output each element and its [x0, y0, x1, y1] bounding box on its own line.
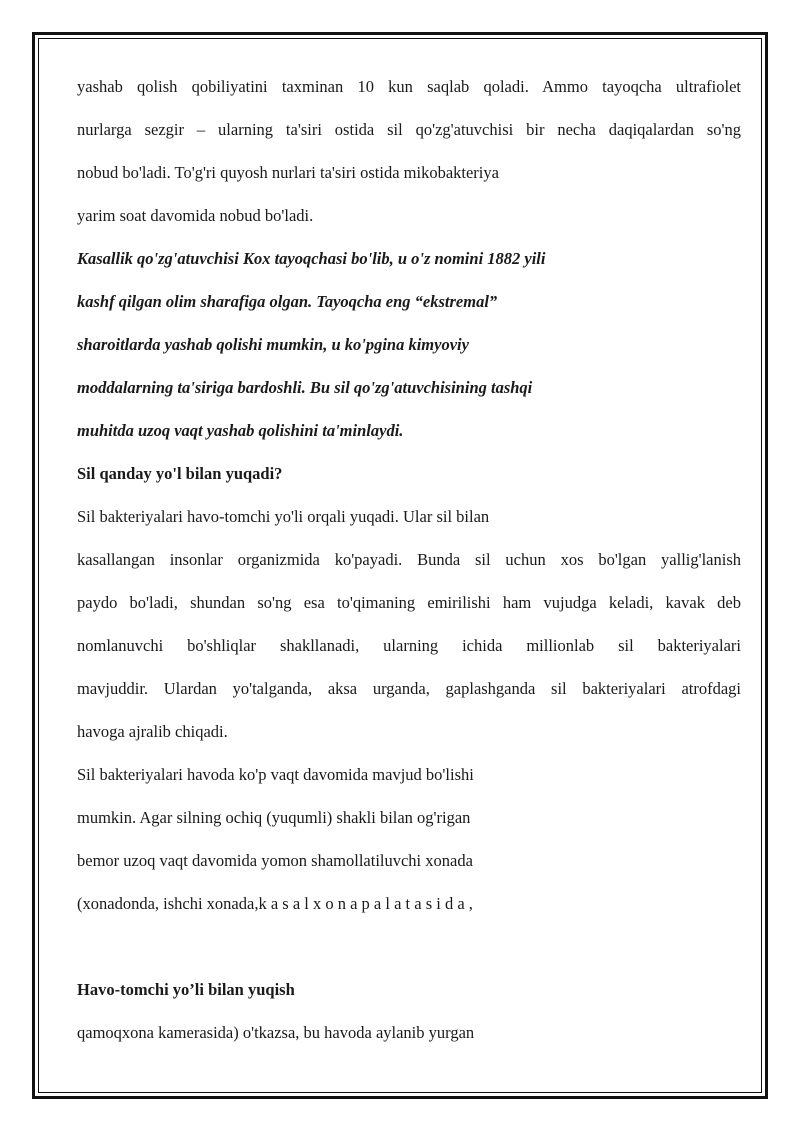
body-text-line: Sil bakteriyalari havoda ko'p vaqt davomida mavjud bo'lishi — [77, 765, 474, 784]
body-text-line: yashab qolish qobiliyatini taxminan 10 kun saqlab qoladi. Ammo tayoqcha ultrafiolet — [77, 77, 741, 96]
body-text-line: kasallangan insonlar organizmida ko'payadi. Bunda sil uchun xos bo'lgan yallig'lanish — [77, 550, 741, 569]
emphasis-text-line: sharoitlarda yashab qolishi mumkin, u ko'pgina kimyoviy — [77, 335, 469, 354]
body-text-line: bemor uzoq vaqt davomida yomon shamollatiluvchi xonada — [77, 851, 473, 870]
emphasis-text-line: moddalarning ta'siriga bardoshli. Bu sil qo'zg'atuvchisining tashqi — [77, 378, 533, 397]
body-text-line: nomlanuvchi bo'shliqlar shakllanadi, ularning ichida millionlab sil bakteriyalari — [77, 636, 741, 655]
body-text-line: mumkin. Agar silning ochiq (yuqumli) shakli bilan og'rigan — [77, 808, 471, 827]
body-text-line: havoga ajralib chiqadi. — [77, 722, 228, 741]
body-text-line: mavjuddir. Ulardan yo'talganda, aksa urganda, gaplashganda sil bakteriyalari atrofdagi — [77, 679, 741, 698]
emphasis-text-line: muhitda uzoq vaqt yashab qolishini ta'minlaydi. — [77, 421, 404, 440]
emphasis-text-line: kashf qilgan olim sharafiga olgan. Tayoqcha eng “ekstremal” — [77, 292, 498, 311]
subsection-heading: Havo-tomchi yo’li bilan yuqish — [77, 980, 295, 999]
body-text-line: Sil bakteriyalari havo-tomchi yo'li orqali yuqadi. Ular sil bilan — [77, 507, 490, 526]
body-text-line: nobud bo'ladi. To'g'ri quyosh nurlari ta'siri ostida mikobakteriya — [77, 163, 499, 182]
body-text-line: paydo bo'ladi, shundan so'ng esa to'qimaning emirilishi ham vujudga keladi, kavak deb — [77, 593, 741, 612]
body-text-line: yarim soat davomida nobud bo'ladi. — [77, 206, 314, 225]
body-text-line: qamoqxona kamerasida) o'tkazsa, bu havoda aylanib yurgan — [77, 1023, 475, 1042]
body-text-line: nurlarga sezgir – ularning ta'siri ostida sil qo'zg'atuvchisi bir necha daqiqalardan so'ng — [77, 120, 741, 139]
section-heading: Sil qanday yo'l bilan yuqadi? — [77, 464, 283, 483]
body-text-line: (xonadonda, ishchi xonada,k a s a l x o n a p a l a t a s i d a , — [77, 894, 473, 913]
emphasis-text-line: Kasallik qo'zg'atuvchisi Kox tayoqchasi bo'lib, u o'z nomini 1882 yili — [77, 249, 546, 268]
